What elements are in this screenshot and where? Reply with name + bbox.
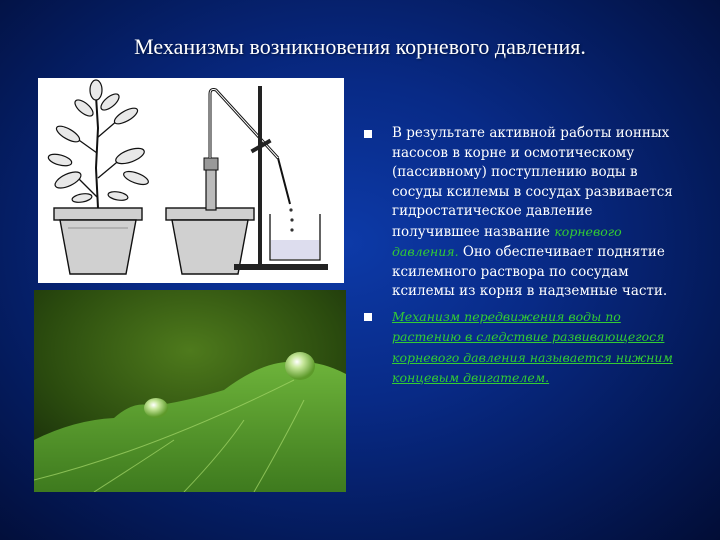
bullet-text: [392, 124, 682, 302]
bullet-square-icon: [364, 313, 372, 321]
bullet-text-highlight-underlined: Механизм передвижения воды по растению в следствие развивающегося корневого давления называется нижним концевым двигателем.: [392, 308, 673, 385]
guttation-leaf-photo: [34, 290, 346, 492]
slide-title: Механизмы возникновения корневого давления.: [134, 34, 586, 59]
bullet-text: [392, 307, 682, 389]
leaf-droplet-image: [34, 290, 346, 492]
bullet-text-tail: Оно обеспечивает поднятие ксилемного раствора по сосудам ксилемы из корня в надземные части.: [392, 244, 668, 299]
bullet-item-root-pressure: [362, 124, 682, 302]
root-pressure-diagram: [38, 78, 344, 283]
bullet-text-highlight: корневого давления.: [392, 223, 622, 259]
diagram-illustration: [38, 78, 344, 283]
bullet-list: [362, 124, 682, 394]
bullet-square-icon: [364, 130, 372, 138]
bullet-text-main: В результате активной работы ионных насосов в корне и осмотическому (пассивному) поступлению воды в сосуды ксилемы в сосудах развивается гидростатическое давление получившее название: [392, 125, 673, 240]
bullet-item-lower-end-motor: [362, 307, 682, 389]
